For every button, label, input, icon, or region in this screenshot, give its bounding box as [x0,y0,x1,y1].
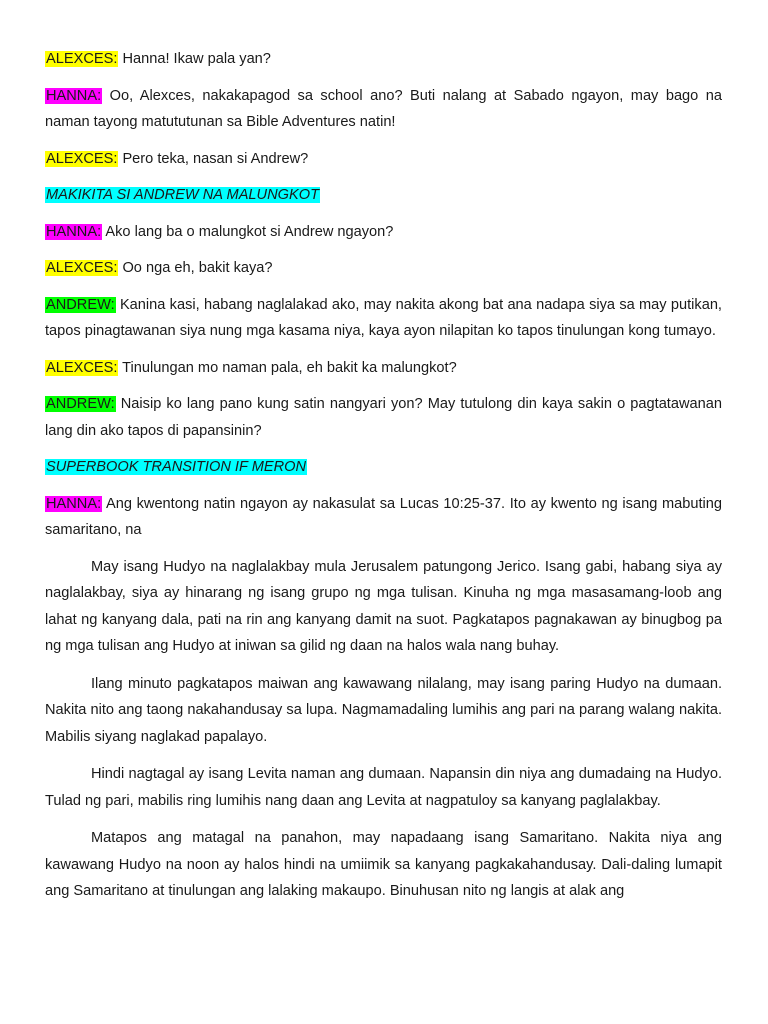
dialogue-text: Kanina kasi, habang naglalakad ako, may nakita akong bat ana nadapa siya sa may putikan, tapos pinagtawanan siya nung mga kasama niya, kaya ayon nilapitan ko tapos tinulungan kong tumayo. [45,296,722,339]
speaker-label: HANNA: [46,87,102,104]
speaker-label: ALEXCES: [46,359,118,376]
dialogue-text: Oo, Alexces, nakakapagod sa school ano? Buti nalang at Sabado ngayon, may bago na naman tayong matututunan sa Bible Adventures natin! [45,87,722,130]
speaker-label: ALEXCES: [46,260,118,276]
narration-paragraph: Ilang minuto pagkatapos maiwan ang kawawang nilalang, may isang paring Hudyo na dumaan. Nakita nito ang taong nakahandusay sa lupa. Nagmamadaling lumihis ang pari na parang walang nakita. Mabilis siyang naglakad papalayo. [45,675,722,745]
dialogue-text: Oo nga eh, bakit kaya? [118,260,273,276]
stage-direction [45,182,722,209]
dialogue-line-andrew [45,292,722,345]
dialogue-line-andrew [45,391,722,444]
dialogue-line-alexces [45,255,722,282]
speaker-label: ALEXCES: [46,150,118,167]
stage-direction-text: SUPERBOOK TRANSITION IF MERON [46,459,307,475]
dialogue-text: Hanna! Ikaw pala yan? [118,51,271,67]
speaker-label: ANDREW: [46,296,115,313]
narration-paragraph: May isang Hudyo na naglalakbay mula Jerusalem patungong Jerico. Isang gabi, habang siya ay naglalakbay, siya ay hinarang ng isang grupo ng mga tulisan. Kinuha ng mga masasamang-loob ang lahat ng kanyang dala, pati na rin ang kanyang damit na suot. Pagkatapos pagnakawan ay binugbog pa ng mga tulisan ang Hudyo at iniwan sa gilid ng daan na halos wala nang buhay. [45,558,722,654]
dialogue-text: Tinulungan mo naman pala, eh bakit ka malungkot? [118,359,457,376]
dialogue-text: Ako lang ba o malungkot si Andrew ngayon? [102,223,394,240]
speaker-label: HANNA: [46,223,102,240]
narration-paragraph: Hindi nagtagal ay isang Levita naman ang dumaan. Napansin din niya ang dumadaing na Hudyo. Tulad ng pari, mabilis ring lumihis nang daan ang Levita at nagpatuloy sa kanyang paglalakbay. [45,766,722,809]
speaker-label: ALEXCES: [46,51,118,67]
dialogue-line-hanna [45,491,722,544]
dialogue-line-alexces [45,46,722,73]
dialogue-text: Ang kwentong natin ngayon ay nakasulat sa Lucas 10:25-37. Ito ay kwento ng isang mabuting samaritano, na [45,495,722,538]
narration-paragraph: Matapos ang matagal na panahon, may napadaang isang Samaritano. Nakita niya ang kawawang Hudyo na noon ay halos hindi na umiimik sa kanyang pagkakahandusay. Dali-daling lumapit ang Samaritano at tinulungan ang lalaking makaupo. Binuhusan nito ng langis at alak ang [45,830,722,899]
dialogue-line-alexces [45,355,722,382]
dialogue-text: Naisip ko lang pano kung satin nangyari yon? May tutulong din kaya sakin o pagtatawanan lang din ako tapos di papansinin? [45,396,722,439]
dialogue-line-hanna [45,219,722,246]
speaker-label: ANDREW: [46,396,115,412]
dialogue-line-hanna [45,83,722,136]
dialogue-text: Pero teka, nasan si Andrew? [118,150,309,167]
stage-direction [45,454,722,481]
stage-direction-text: MAKIKITA SI ANDREW NA MALUNGKOT [46,187,319,203]
dialogue-line-alexces [45,146,722,173]
speaker-label: HANNA: [46,495,102,512]
